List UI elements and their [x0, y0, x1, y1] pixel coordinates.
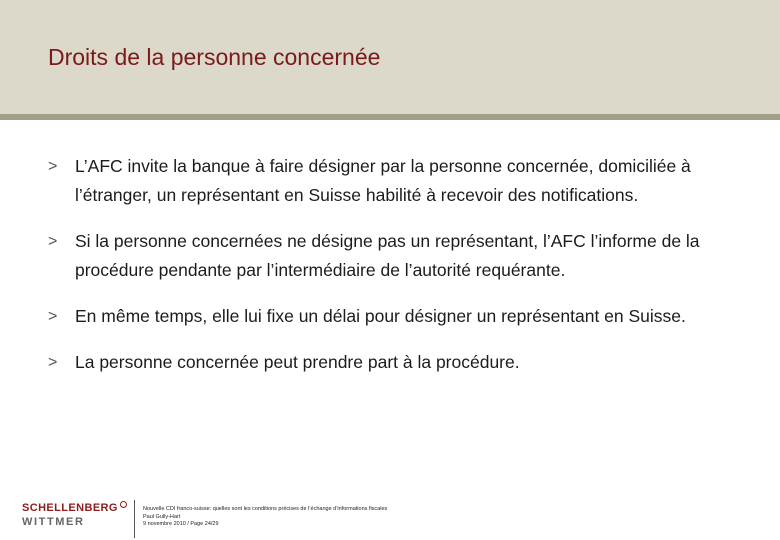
bullet-marker-icon: >	[48, 354, 58, 371]
slide-title: Droits de la personne concernée	[48, 44, 381, 70]
bullet-marker-icon: >	[48, 158, 58, 175]
footer-divider	[134, 500, 135, 538]
footer-date-page: 9 novembre 2010 / Page 24/29	[143, 521, 219, 527]
bullet-marker-icon: >	[48, 308, 58, 325]
bullet-list	[48, 152, 748, 394]
bullet-marker-icon: >	[48, 233, 58, 250]
bullet-item	[48, 152, 748, 210]
bullet-text: L’AFC invite la banque à faire désigner par la personne concernée, domiciliée à l’étranger, un représentant en Suisse habilité à recevoir des notifications.	[75, 156, 691, 205]
footer	[0, 496, 780, 540]
company-logo	[22, 501, 132, 529]
logo-wordmark-primary: SCHELLENBERG	[22, 501, 132, 515]
logo-circle-icon	[120, 501, 127, 508]
footer-author: Paul Gully-Hart	[143, 513, 181, 520]
header-divider	[0, 114, 780, 120]
footer-info	[143, 506, 387, 529]
bullet-item	[48, 302, 748, 331]
bullet-item	[48, 227, 748, 285]
bullet-text: En même temps, elle lui fixe un délai pour désigner un représentant en Suisse.	[75, 306, 686, 326]
bullet-text: La personne concernée peut prendre part à la procédure.	[75, 352, 520, 372]
footer-presentation-title: Nouvelle CDI franco-suisse: quelles sont les conditions précises de l’échange d’informations fiscales	[143, 506, 388, 512]
logo-wordmark-secondary: WITTMER	[22, 516, 85, 528]
bullet-item	[48, 348, 748, 377]
bullet-text: Si la personne concernées ne désigne pas un représentant, l’AFC l’informe de la procédure pendante par l’intermédiaire de l’autorité requérante.	[75, 231, 700, 280]
